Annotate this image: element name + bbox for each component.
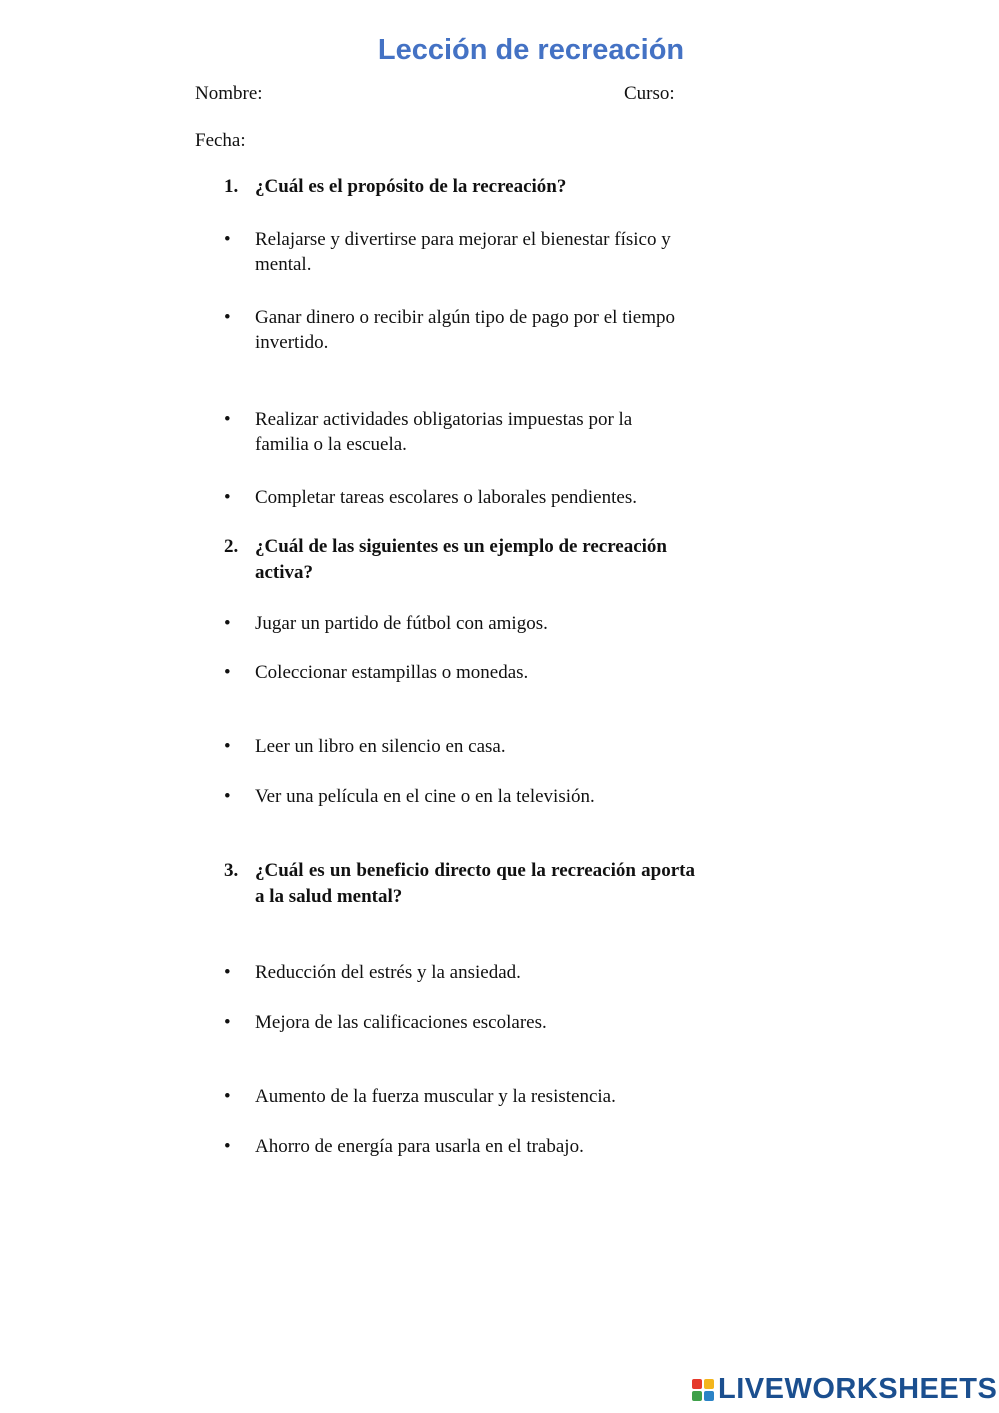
bullet-icon: • [224,1012,231,1033]
option-1-4[interactable] [224,485,686,510]
option-text: Ganar dinero o recibir algún tipo de pago por el tiempo invertido. [255,307,675,353]
question-number: 3. [224,860,239,881]
bullet-icon: • [224,736,231,757]
option-2-3[interactable] [224,734,686,759]
question-text: ¿Cuál de las siguientes es un ejemplo de recreación activa? [255,536,667,583]
option-2-4[interactable] [224,784,686,809]
option-text: Completar tareas escolares o laborales pendientes. [255,487,637,508]
option-1-3[interactable] [224,407,686,457]
bullet-icon: • [224,786,231,807]
bullet-icon: • [224,229,231,250]
option-text: Ver una película en el cine o en la televisión. [255,786,595,807]
option-1-2[interactable] [224,305,686,355]
option-text: Ahorro de energía para usarla en el trabajo. [255,1136,584,1157]
question-text: ¿Cuál es el propósito de la recreación? [255,176,567,197]
date-field-label: Fecha: [195,130,246,151]
question-text: ¿Cuál es un beneficio directo que la recreación aporta a la salud mental? [255,860,695,907]
course-field-label: Curso: [624,83,675,104]
option-3-4[interactable] [224,1134,686,1159]
bullet-icon: • [224,1086,231,1107]
option-3-2[interactable] [224,1010,686,1035]
option-text: Relajarse y divertirse para mejorar el bienestar físico y mental. [255,229,671,275]
liveworksheets-wordmark: LIVEWORKSHEETS [718,1373,998,1405]
question-number: 2. [224,536,239,557]
option-text: Jugar un partido de fútbol con amigos. [255,613,548,634]
bullet-icon: • [224,1136,231,1157]
question-1 [224,174,695,200]
option-2-2[interactable] [224,660,686,685]
bullet-icon: • [224,962,231,983]
bullet-icon: • [224,613,231,634]
option-2-1[interactable] [224,611,686,636]
bullet-icon: • [224,307,231,328]
option-text: Leer un libro en silencio en casa. [255,736,506,757]
page-title: Lección de recreación [377,34,685,66]
option-text: Reducción del estrés y la ansiedad. [255,962,521,983]
liveworksheets-logo [692,1373,997,1406]
bullet-icon: • [224,662,231,683]
question-3 [224,858,695,910]
option-text: Coleccionar estampillas o monedas. [255,662,529,683]
liveworksheets-mark-icon [692,1379,714,1401]
bullet-icon: • [224,409,231,430]
option-3-3[interactable] [224,1084,686,1109]
question-2 [224,534,695,586]
option-3-1[interactable] [224,960,686,985]
question-number: 1. [224,176,239,197]
option-1-1[interactable] [224,227,686,277]
bullet-icon: • [224,487,231,508]
option-text: Mejora de las calificaciones escolares. [255,1012,547,1033]
option-text: Aumento de la fuerza muscular y la resistencia. [255,1086,616,1107]
option-text: Realizar actividades obligatorias impuestas por la familia o la escuela. [255,409,633,455]
name-field-label: Nombre: [195,83,263,104]
